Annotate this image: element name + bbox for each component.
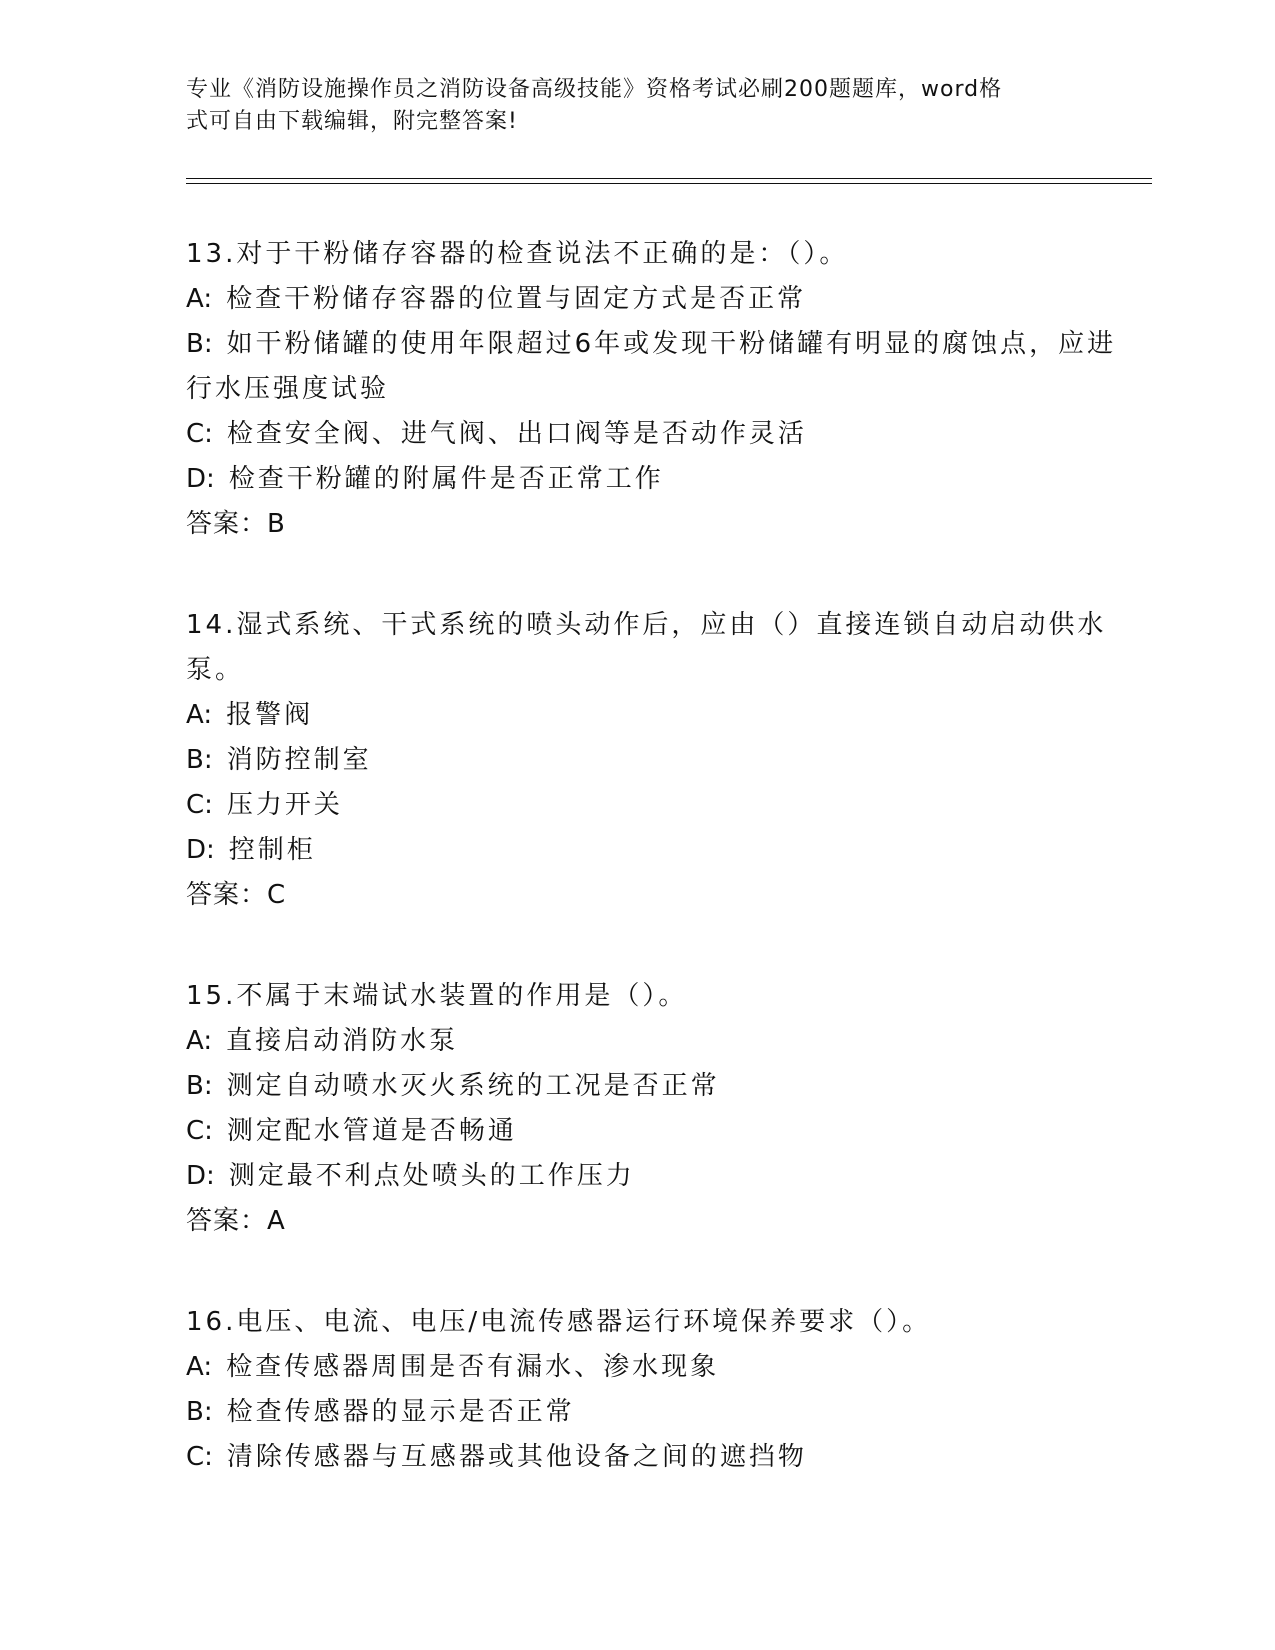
question-15: [186, 974, 1126, 1244]
option-c: [186, 1435, 1126, 1480]
option-letter: A:: [186, 1352, 213, 1382]
option-d: [186, 1154, 1126, 1199]
option-letter: B:: [186, 1071, 213, 1101]
option-letter: D:: [186, 1161, 215, 1191]
option-text: 清除传感器与互感器或其他设备之间的遮挡物: [226, 1442, 807, 1472]
option-letter: D:: [186, 835, 215, 865]
option-text: 消防控制室: [226, 745, 372, 775]
question-title: 16.电压、电流、电压/电流传感器运行环境保养要求（）。: [186, 1307, 932, 1337]
question-16: [186, 1300, 1126, 1480]
option-b: [186, 1064, 1126, 1109]
answer-label: 答案：: [186, 1206, 268, 1236]
answer-value: C: [267, 880, 287, 910]
option-text: 如干粉储罐的使用年限超过6年或发现干粉储罐有明显的腐蚀点，应进行水压强度试验: [186, 329, 1117, 404]
option-text: 检查传感器的显示是否正常: [226, 1397, 575, 1427]
option-text: 检查干粉罐的附属件是否正常工作: [228, 464, 664, 494]
option-letter: C:: [186, 1442, 213, 1472]
option-letter: C:: [186, 419, 213, 449]
question-13: [186, 232, 1126, 547]
option-text: 测定最不利点处喷头的工作压力: [228, 1161, 635, 1191]
option-a: [186, 277, 1126, 322]
option-text: 检查传感器周围是否有漏水、渗水现象: [226, 1352, 720, 1382]
option-c: [186, 1109, 1126, 1154]
option-a: [186, 1019, 1126, 1064]
option-letter: A:: [186, 284, 213, 314]
option-text: 直接启动消防水泵: [226, 1026, 459, 1056]
answer-value: A: [267, 1206, 286, 1236]
question-title: 15.不属于末端试水装置的作用是（）。: [186, 981, 688, 1011]
double-divider: [186, 178, 1152, 184]
option-b: [186, 738, 1126, 783]
option-letter: B:: [186, 745, 213, 775]
answer-line: [186, 873, 1126, 918]
option-text: 检查干粉储存容器的位置与固定方式是否正常: [226, 284, 807, 314]
option-a: [186, 1345, 1126, 1390]
option-letter: A:: [186, 700, 213, 730]
answer-value: B: [267, 509, 286, 539]
question-title: 13.对于干粉储存容器的检查说法不正确的是：（）。: [186, 239, 849, 269]
option-a: [186, 693, 1126, 738]
option-letter: C:: [186, 1116, 213, 1146]
answer-line: [186, 502, 1126, 547]
header-line-1: 专业《消防设施操作员之消防设备高级技能》资格考试必刷200题题库，word格: [186, 77, 1003, 102]
option-letter: B:: [186, 329, 213, 359]
option-b: [186, 1390, 1126, 1435]
option-text: 检查安全阀、进气阀、出口阀等是否动作灵活: [226, 419, 807, 449]
answer-line: [186, 1199, 1126, 1244]
option-text: 报警阀: [226, 700, 314, 730]
option-b: [186, 322, 1126, 412]
option-letter: C:: [186, 790, 213, 820]
answer-label: 答案：: [186, 509, 268, 539]
option-letter: D:: [186, 464, 215, 494]
document-header: [186, 74, 1086, 138]
question-14: [186, 603, 1126, 918]
option-text: 测定自动喷水灭火系统的工况是否正常: [226, 1071, 720, 1101]
option-d: [186, 457, 1126, 502]
question-title: 14.湿式系统、干式系统的喷头动作后，应由（）直接连锁自动启动供水泵。: [186, 610, 1107, 685]
option-letter: B:: [186, 1397, 213, 1427]
header-line-2: 式可自由下载编辑，附完整答案!: [186, 109, 518, 134]
question-list: [186, 232, 1126, 1536]
option-c: [186, 412, 1126, 457]
option-text: 压力开关: [226, 790, 343, 820]
option-text: 测定配水管道是否畅通: [226, 1116, 517, 1146]
option-d: [186, 828, 1126, 873]
option-text: 控制柜: [228, 835, 316, 865]
answer-label: 答案：: [186, 880, 268, 910]
option-letter: A:: [186, 1026, 213, 1056]
option-c: [186, 783, 1126, 828]
